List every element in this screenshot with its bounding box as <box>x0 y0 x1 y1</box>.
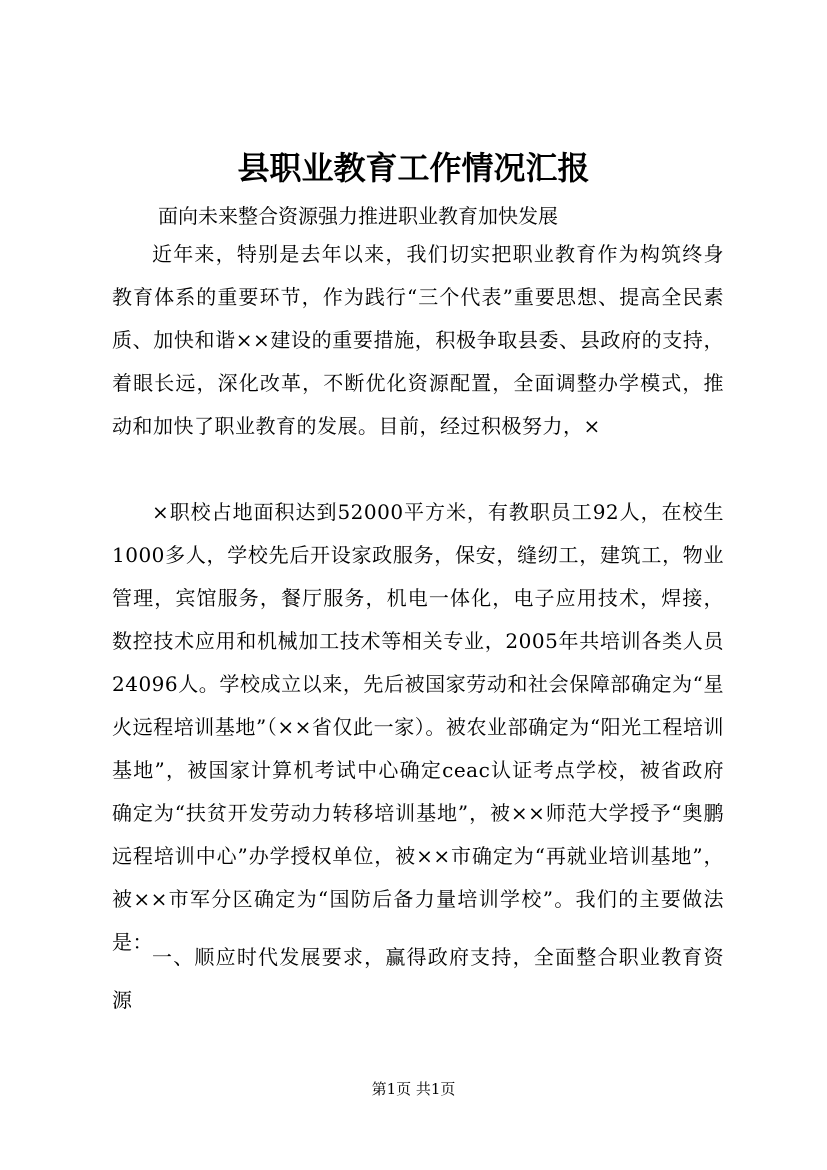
document-title: 县职业教育工作情况汇报 <box>237 149 590 187</box>
body-paragraph: ×职校占地面积达到52000平方米，有教职员工92人，在校生1000多人，学校先后开设家政服务，保安，缝纫工，建筑工，物业管理，宾馆服务，餐厅服务，机电一体化，电子应用技术，焊接，数控技术应用和机械加工技术等相关专业，2005年共培训各类人员24096人。学校成立以来，先后被国家劳动和社会保障部确定为“星火远程培训基地”（××省仅此一家）。被农业部确定为“阳光工程培训基地”，被国家计算机考试中心确定ceac认证考点学校，被省政府确定为“扶贫开发劳动力转移培训基地”，被××师范大学授予“奥鹏远程培训中心”办学授权单位，被××市确定为“再就业培训基地”，被××市军分区确定为“国防后备力量培训学校”。我们的主要做法是： <box>112 500 724 954</box>
document-subtitle: 面向未来整合资源强力推进职业教育加快发展 <box>158 204 558 228</box>
page-footer: 第1页 共1页 <box>371 1080 456 1098</box>
section-heading: 一、顺应时代发展要求，赢得政府支持，全面整合职业教育资源 <box>112 945 724 1012</box>
body-paragraph: 近年来，特别是去年以来，我们切实把职业教育作为构筑终身教育体系的重要环节，作为践行“三个代表”重要思想、提高全民素质、加快和谐××建设的重要措施，积极争取县委、县政府的支持，着眼长远，深化改革，不断优化资源配置，全面调整办学模式，推动和加快了职业教育的发展。目前，经过积极努力，× <box>112 242 724 438</box>
